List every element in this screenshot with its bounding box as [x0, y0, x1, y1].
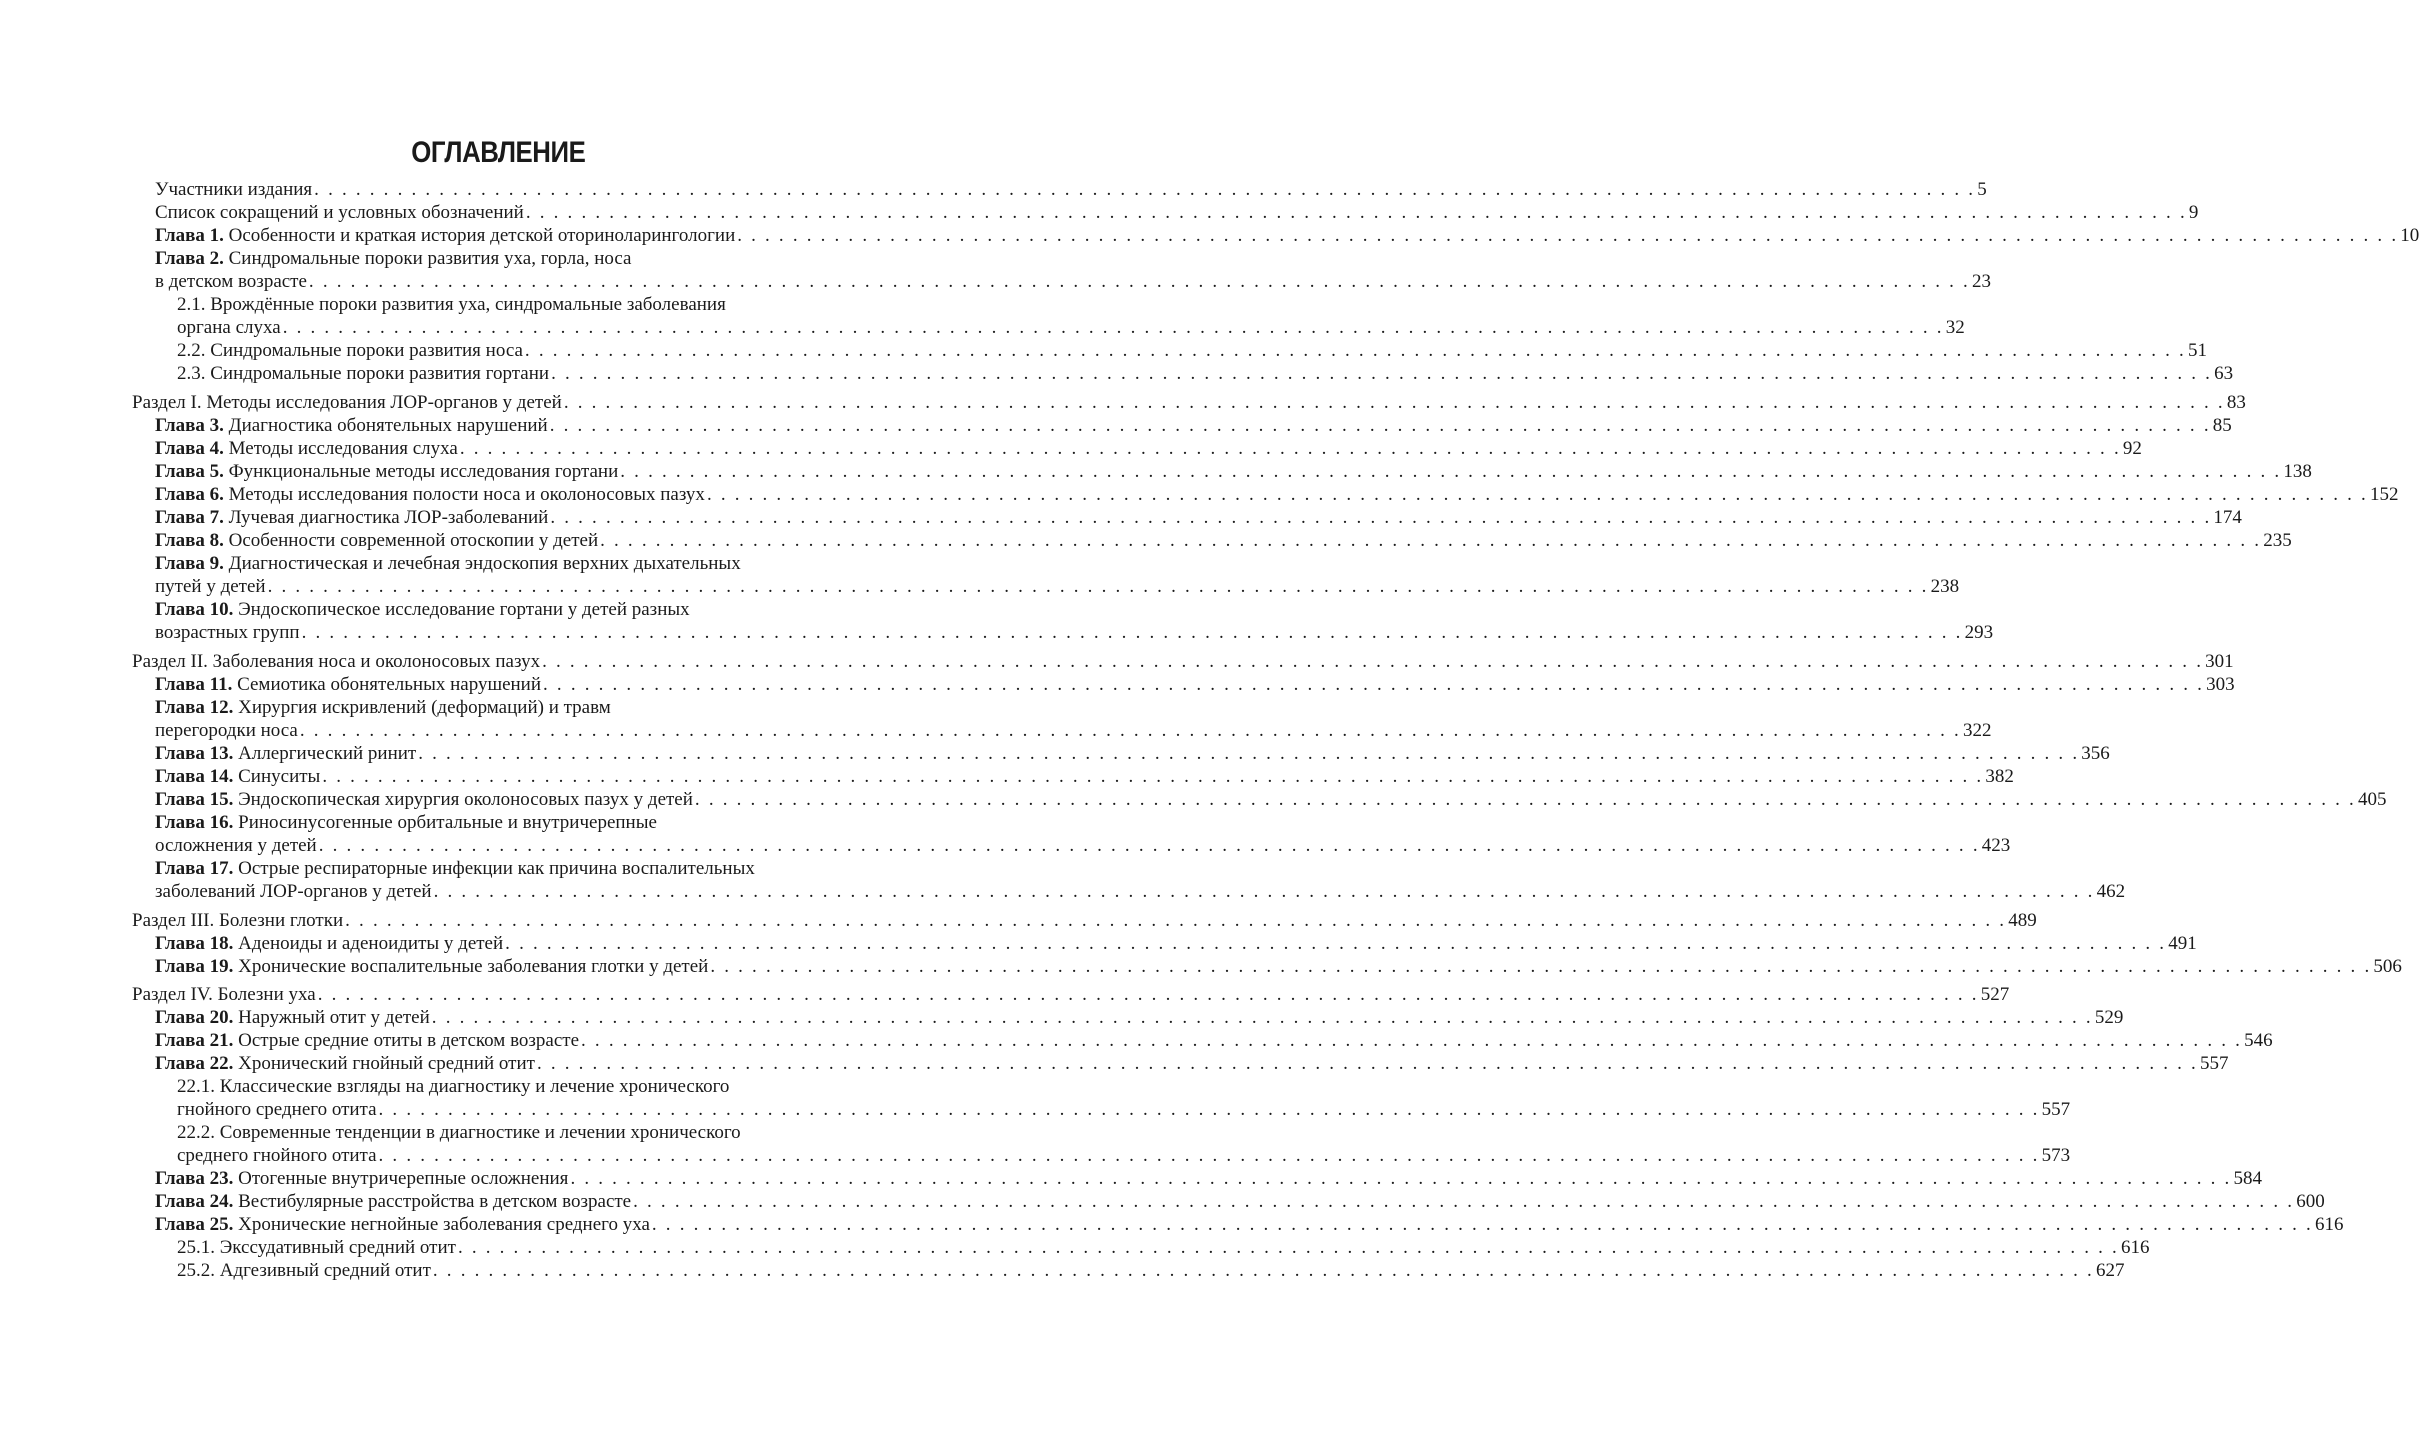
dot-leader: . . . . . . . . . . . . . . . . . . . . . . . . . . . . . . . . . . . . . . . . . . . . . . . . . . . . . . . . . . . . . . . . . . . . . . . . . . . . . . . . . . . . . . . . . . . . . . . . . . . . . . . . . . . . . . . . . . . . . . . . — [282, 317, 1944, 338]
page-number: 405 — [2357, 789, 2387, 810]
toc-entry — [177, 1259, 2125, 1282]
chapter-label: Глава 3. — [155, 415, 224, 436]
dot-leader: . . . . . . . . . . . . . . . . . . . . . . . . . . . . . . . . . . . . . . . . . . . . . . . . . . . . . . . . . . . . . . . . . . . . . . . . . . . . . . . . . . . . . . . . . . . . . . . . . . . . . . . . . . . . . . . . . . . . . . . . — [651, 1214, 2313, 1235]
toc-entry-text — [177, 293, 726, 316]
entry-title: заболеваний ЛОР-органов у детей — [155, 881, 432, 902]
toc-entry-text — [155, 673, 541, 696]
toc-entry-text — [177, 1259, 431, 1282]
page-number: 235 — [2263, 530, 2292, 551]
toc-entry-text — [155, 1190, 631, 1213]
toc-entry — [155, 834, 2011, 857]
chapter-label: Глава 20. — [155, 1007, 234, 1028]
dot-leader: . . . . . . . . . . . . . . . . . . . . . . . . . . . . . . . . . . . . . . . . . . . . . . . . . . . . . . . . . . . . . . . . . . . . . . . . . . . . . . . . . . . . . . . . . . . . . . . . . . . . . . . . . . . . . . . . . . . . . . . . — [524, 340, 2186, 361]
chapter-label: Глава 15. — [155, 789, 234, 810]
toc-entry-text — [155, 788, 693, 811]
dot-leader: . . . . . . . . . . . . . . . . . . . . . . . . . . . . . . . . . . . . . . . . . . . . . . . . . . . . . . . . . . . . . . . . . . . . . . . . . . . . . . . . . . . . . . . . . . . . . . . . . . . . . . . . . . . . . . . . . . . . . . . . — [301, 622, 1963, 643]
dot-leader: . . . . . . . . . . . . . . . . . . . . . . . . . . . . . . . . . . . . . . . . . . . . . . . . . . . . . . . . . . . . . . . . . . . . . . . . . . . . . . . . . . . . . . . . . . . . . . . . . . . . . . . . . . . . . . . . . . . . . . . . — [737, 225, 2399, 246]
toc-entry — [155, 765, 2014, 788]
toc-entry — [155, 506, 2242, 529]
toc-entry-text — [155, 834, 317, 857]
page-number: 462 — [2096, 881, 2126, 902]
page-number: 138 — [2283, 461, 2312, 482]
entry-title: Острые респираторные инфекции как причина воспалительных — [238, 858, 755, 879]
page-number: 303 — [2206, 674, 2235, 695]
toc-entry — [155, 552, 842, 575]
toc-entry — [155, 1029, 2273, 1052]
dot-leader: . . . . . . . . . . . . . . . . . . . . . . . . . . . . . . . . . . . . . . . . . . . . . . . . . . . . . . . . . . . . . . . . . . . . . . . . . . . . . . . . . . . . . . . . . . . . . . . . . . . . . . . . . . . . . . . . . . . . . . . . — [536, 1053, 2198, 1074]
toc-entry — [155, 857, 842, 880]
toc-entry-text — [155, 765, 320, 788]
toc-entry — [177, 339, 2207, 362]
toc-entry-text — [177, 362, 549, 385]
page-number: 23 — [1971, 271, 1991, 292]
dot-leader: . . . . . . . . . . . . . . . . . . . . . . . . . . . . . . . . . . . . . . . . . . . . . . . . . . . . . . . . . . . . . . . . . . . . . . . . . . . . . . . . . . . . . . . . . . . . . . . . . . . . . . . . . . . . . . . . . . . . . . . . — [378, 1099, 2040, 1120]
toc-entry — [155, 575, 1960, 598]
chapter-label: Глава 4. — [155, 438, 224, 459]
page-number: 5 — [1977, 179, 1987, 200]
toc-entry-text — [155, 483, 705, 506]
toc-entry-text — [155, 1006, 430, 1029]
toc-entry-text — [155, 811, 657, 834]
entry-title: 2.2. Синдромальные пороки развития носа — [177, 340, 523, 361]
toc-entry — [132, 650, 2234, 673]
page-number: 301 — [2205, 651, 2234, 672]
dot-leader: . . . . . . . . . . . . . . . . . . . . . . . . . . . . . . . . . . . . . . . . . . . . . . . . . . . . . . . . . . . . . . . . . . . . . . . . . . . . . . . . . . . . . . . . . . . . . . . . . . . . . . . . . . . . . . . . . . . . . . . . — [505, 933, 2167, 954]
dot-leader: . . . . . . . . . . . . . . . . . . . . . . . . . . . . . . . . . . . . . . . . . . . . . . . . . . . . . . . . . . . . . . . . . . . . . . . . . . . . . . . . . . . . . . . . . . . . . . . . . . . . . . . . . . . . . . . . . . . . . . . . — [317, 984, 1979, 1005]
chapter-label: Глава 5. — [155, 461, 224, 482]
toc-entry — [177, 1121, 842, 1144]
page-number: 152 — [2370, 484, 2399, 505]
dot-leader: . . . . . . . . . . . . . . . . . . . . . . . . . . . . . . . . . . . . . . . . . . . . . . . . . . . . . . . . . . . . . . . . . . . . . . . . . . . . . . . . . . . . . . . . . . . . . . . . . . . . . . . . . . . . . . . . . . . . . . . . — [551, 363, 2213, 384]
toc-entry — [155, 201, 2199, 224]
dot-leader: . . . . . . . . . . . . . . . . . . . . . . . . . . . . . . . . . . . . . . . . . . . . . . . . . . . . . . . . . . . . . . . . . . . . . . . . . . . . . . . . . . . . . . . . . . . . . . . . . . . . . . . . . . . . . . . . . . . . . . . . — [318, 835, 1980, 856]
page-title: ОГЛАВЛЕНИЕ — [411, 136, 586, 169]
chapter-label: Глава 17. — [155, 858, 234, 879]
entry-title: Раздел II. Заболевания носа и околоносовых пазух — [132, 651, 541, 672]
page-number: 546 — [2244, 1030, 2273, 1051]
dot-leader: . . . . . . . . . . . . . . . . . . . . . . . . . . . . . . . . . . . . . . . . . . . . . . . . . . . . . . . . . . . . . . . . . . . . . . . . . . . . . . . . . . . . . . . . . . . . . . . . . . . . . . . . . . . . . . . . . . . . . . . . — [525, 202, 2187, 223]
toc-entry-text — [132, 983, 316, 1006]
chapter-label: Глава 1. — [155, 225, 224, 246]
entry-title: Участники издания — [155, 179, 313, 200]
dot-leader: . . . . . . . . . . . . . . . . . . . . . . . . . . . . . . . . . . . . . . . . . . . . . . . . . . . . . . . . . . . . . . . . . . . . . . . . . . . . . . . . . . . . . . . . . . . . . . . . . . . . . . . . . . . . . . . . . . . . . . . . — [432, 1260, 2094, 1281]
toc-entry-text — [155, 414, 548, 437]
entry-title: 25.2. Адгезивный средний отит — [177, 1260, 431, 1281]
toc-entry — [155, 1213, 2344, 1236]
toc-entry-text — [155, 1167, 568, 1190]
page-number: 85 — [2212, 415, 2232, 436]
toc-entry — [155, 673, 2235, 696]
toc-entry — [155, 932, 2197, 955]
page-number: 382 — [1985, 766, 2014, 787]
toc-entry-text — [155, 621, 300, 644]
toc-entry — [155, 1006, 2124, 1029]
entry-title: 25.1. Экссудативный средний отит — [177, 1237, 456, 1258]
entry-title: Отогенные внутричерепные осложнения — [238, 1168, 569, 1189]
toc-entry-text — [132, 909, 343, 932]
entry-title: среднего гнойного отита — [177, 1145, 377, 1166]
entry-title: перегородки носа — [155, 720, 298, 741]
toc-entry — [155, 621, 1994, 644]
toc-entry-text — [155, 178, 312, 201]
toc-entry-text — [155, 857, 755, 880]
dot-leader: . . . . . . . . . . . . . . . . . . . . . . . . . . . . . . . . . . . . . . . . . . . . . . . . . . . . . . . . . . . . . . . . . . . . . . . . . . . . . . . . . . . . . . . . . . . . . . . . . . . . . . . . . . . . . . . . . . . . . . . . — [706, 484, 2368, 505]
entry-title: Диагностика обонятельных нарушений — [228, 415, 548, 436]
toc-entry — [155, 270, 1991, 293]
page-number: 32 — [1945, 317, 1965, 338]
page-number: 616 — [2314, 1214, 2344, 1235]
page-number: 573 — [2041, 1145, 2071, 1166]
toc-entry-text — [177, 1075, 729, 1098]
toc-entry-text — [132, 391, 562, 414]
toc-entry-text — [155, 224, 735, 247]
entry-title: 2.1. Врождённые пороки развития уха, синдромальные заболевания — [177, 294, 726, 315]
toc-entry — [132, 391, 2246, 414]
toc-entry-text — [177, 1144, 377, 1167]
toc-entry-text — [155, 598, 690, 621]
toc-entry-text — [155, 437, 458, 460]
toc-entry — [155, 1190, 2325, 1213]
page-number: 293 — [1964, 622, 1994, 643]
toc-entry-text — [155, 955, 708, 978]
chapter-label: Глава 7. — [155, 507, 224, 528]
toc-entry — [177, 1144, 2071, 1167]
toc-entry-text — [155, 460, 618, 483]
entry-title: 22.1. Классические взгляды на диагностику и лечение хронического — [177, 1076, 730, 1097]
entry-title: в детском возрасте — [155, 271, 307, 292]
toc-entry-text — [177, 316, 281, 339]
entry-title: Аденоиды и аденоидиты у детей — [238, 933, 504, 954]
page-number: 506 — [2373, 956, 2402, 977]
entry-title: Хирургия искривлений (деформаций) и травм — [238, 697, 611, 718]
dot-leader: . . . . . . . . . . . . . . . . . . . . . . . . . . . . . . . . . . . . . . . . . . . . . . . . . . . . . . . . . . . . . . . . . . . . . . . . . . . . . . . . . . . . . . . . . . . . . . . . . . . . . . . . . . . . . . . . . . . . . . . . — [581, 1030, 2243, 1051]
toc-entry — [155, 414, 2232, 437]
toc-entry-text — [177, 1121, 741, 1144]
chapter-label: Глава 9. — [155, 553, 224, 574]
dot-leader: . . . . . . . . . . . . . . . . . . . . . . . . . . . . . . . . . . . . . . . . . . . . . . . . . . . . . . . . . . . . . . . . . . . . . . . . . . . . . . . . . . . . . . . . . . . . . . . . . . . . . . . . . . . . . . . . . . . . . . . . — [322, 766, 1984, 787]
dot-leader: . . . . . . . . . . . . . . . . . . . . . . . . . . . . . . . . . . . . . . . . . . . . . . . . . . . . . . . . . . . . . . . . . . . . . . . . . . . . . . . . . . . . . . . . . . . . . . . . . . . . . . . . . . . . . . . . . . . . . . . . — [563, 392, 2225, 413]
toc-entry — [177, 316, 1965, 339]
entry-title: Острые средние отиты в детском возрасте — [238, 1030, 580, 1051]
toc-entry — [177, 362, 2234, 385]
toc-entry — [155, 437, 2142, 460]
toc-entry — [155, 811, 842, 834]
dot-leader: . . . . . . . . . . . . . . . . . . . . . . . . . . . . . . . . . . . . . . . . . . . . . . . . . . . . . . . . . . . . . . . . . . . . . . . . . . . . . . . . . . . . . . . . . . . . . . . . . . . . . . . . . . . . . . . . . . . . . . . . — [459, 438, 2121, 459]
dot-leader: . . . . . . . . . . . . . . . . . . . . . . . . . . . . . . . . . . . . . . . . . . . . . . . . . . . . . . . . . . . . . . . . . . . . . . . . . . . . . . . . . . . . . . . . . . . . . . . . . . . . . . . . . . . . . . . . . . . . . . . . — [549, 415, 2211, 436]
entry-title: Диагностическая и лечебная эндоскопия верхних дыхательных — [228, 553, 741, 574]
dot-leader: . . . . . . . . . . . . . . . . . . . . . . . . . . . . . . . . . . . . . . . . . . . . . . . . . . . . . . . . . . . . . . . . . . . . . . . . . . . . . . . . . . . . . . . . . . . . . . . . . . . . . . . . . . . . . . . . . . . . . . . . — [633, 1191, 2295, 1212]
toc-entry-text — [132, 650, 540, 673]
toc-entry — [155, 696, 842, 719]
toc-entry — [155, 529, 2292, 552]
toc-entry — [155, 178, 1987, 201]
page-number: 9 — [2188, 202, 2199, 223]
toc-entry-text — [155, 1029, 579, 1052]
dot-leader: . . . . . . . . . . . . . . . . . . . . . . . . . . . . . . . . . . . . . . . . . . . . . . . . . . . . . . . . . . . . . . . . . . . . . . . . . . . . . . . . . . . . . . . . . . . . . . . . . . . . . . . . . . . . . . . . . . . . . . . . — [710, 956, 2372, 977]
entry-title: Раздел III. Болезни глотки — [132, 910, 344, 931]
page-number: 627 — [2095, 1260, 2125, 1281]
toc-entry-text — [177, 1098, 377, 1121]
entry-title: Раздел I. Методы исследования ЛОР-органов у детей — [132, 392, 562, 413]
chapter-label: Глава 16. — [155, 812, 234, 833]
toc-entry — [132, 983, 2010, 1006]
page-number: 557 — [2200, 1053, 2229, 1074]
page-number: 557 — [2041, 1099, 2071, 1120]
toc-entry — [155, 224, 2419, 247]
chapter-label: Глава 2. — [155, 248, 224, 269]
toc-entry — [177, 1236, 2150, 1259]
toc-entry-text — [155, 1213, 650, 1236]
entry-title: органа слуха — [177, 317, 281, 338]
toc-entry-text — [155, 575, 266, 598]
toc-entry — [155, 742, 2110, 765]
entry-title: Эндоскопическое исследование гортани у детей разных — [238, 599, 690, 620]
toc-entry-text — [177, 339, 523, 362]
page-number: 423 — [1981, 835, 2011, 856]
entry-title: Хронические негнойные заболевания среднего уха — [238, 1214, 650, 1235]
entry-title: 2.3. Синдромальные пороки развития гортани — [177, 363, 550, 384]
dot-leader: . . . . . . . . . . . . . . . . . . . . . . . . . . . . . . . . . . . . . . . . . . . . . . . . . . . . . . . . . . . . . . . . . . . . . . . . . . . . . . . . . . . . . . . . . . . . . . . . . . . . . . . . . . . . . . . . . . . . . . . . — [299, 720, 1961, 741]
toc-entry — [132, 909, 2037, 932]
toc-entry — [155, 247, 842, 270]
page-number: 51 — [2187, 340, 2207, 361]
chapter-label: Глава 8. — [155, 530, 224, 551]
dot-leader: . . . . . . . . . . . . . . . . . . . . . . . . . . . . . . . . . . . . . . . . . . . . . . . . . . . . . . . . . . . . . . . . . . . . . . . . . . . . . . . . . . . . . . . . . . . . . . . . . . . . . . . . . . . . . . . . . . . . . . . . — [542, 651, 2204, 672]
entry-title: Список сокращений и условных обозначений — [155, 202, 524, 223]
dot-leader: . . . . . . . . . . . . . . . . . . . . . . . . . . . . . . . . . . . . . . . . . . . . . . . . . . . . . . . . . . . . . . . . . . . . . . . . . . . . . . . . . . . . . . . . . . . . . . . . . . . . . . . . . . . . . . . . . . . . . . . . — [543, 674, 2205, 695]
entry-title: Вестибулярные расстройства в детском возрасте — [238, 1191, 632, 1212]
chapter-label: Глава 19. — [155, 956, 234, 977]
page-number: 322 — [1962, 720, 1992, 741]
toc-entry — [155, 598, 842, 621]
chapter-label: Глава 6. — [155, 484, 224, 505]
entry-title: возрастных групп — [155, 622, 300, 643]
dot-leader: . . . . . . . . . . . . . . . . . . . . . . . . . . . . . . . . . . . . . . . . . . . . . . . . . . . . . . . . . . . . . . . . . . . . . . . . . . . . . . . . . . . . . . . . . . . . . . . . . . . . . . . . . . . . . . . . . . . . . . . . — [418, 743, 2080, 764]
chapter-label: Глава 12. — [155, 697, 234, 718]
entry-title: Риносинусогенные орбитальные и внутричерепные — [238, 812, 657, 833]
entry-title: Аллергический ринит — [238, 743, 417, 764]
toc-entry — [155, 483, 2399, 506]
page-number: 356 — [2081, 743, 2110, 764]
chapter-label: Глава 25. — [155, 1214, 234, 1235]
dot-leader: . . . . . . . . . . . . . . . . . . . . . . . . . . . . . . . . . . . . . . . . . . . . . . . . . . . . . . . . . . . . . . . . . . . . . . . . . . . . . . . . . . . . . . . . . . . . . . . . . . . . . . . . . . . . . . . . . . . . . . . . — [308, 271, 1970, 292]
chapter-label: Глава 23. — [155, 1168, 234, 1189]
toc-entry-text — [155, 719, 298, 742]
entry-title: гнойного среднего отита — [177, 1099, 377, 1120]
page-number: 489 — [2008, 910, 2037, 931]
chapter-label: Глава 18. — [155, 933, 234, 954]
dot-leader: . . . . . . . . . . . . . . . . . . . . . . . . . . . . . . . . . . . . . . . . . . . . . . . . . . . . . . . . . . . . . . . . . . . . . . . . . . . . . . . . . . . . . . . . . . . . . . . . . . . . . . . . . . . . . . . . . . . . . . . . — [570, 1168, 2232, 1189]
toc-entry-text — [155, 247, 631, 270]
entry-title: Особенности и краткая история детской оториноларингологии — [228, 225, 736, 246]
page-number: 83 — [2226, 392, 2246, 413]
page-number: 238 — [1930, 576, 1960, 597]
toc-entry-text — [155, 529, 598, 552]
entry-title: Лучевая диагностика ЛОР-заболеваний — [228, 507, 549, 528]
page-number: 92 — [2122, 438, 2142, 459]
dot-leader: . . . . . . . . . . . . . . . . . . . . . . . . . . . . . . . . . . . . . . . . . . . . . . . . . . . . . . . . . . . . . . . . . . . . . . . . . . . . . . . . . . . . . . . . . . . . . . . . . . . . . . . . . . . . . . . . . . . . . . . . — [314, 179, 1976, 200]
entry-title: Хронический гнойный средний отит — [238, 1053, 535, 1074]
page-number: 63 — [2214, 363, 2234, 384]
chapter-label: Глава 11. — [155, 674, 233, 695]
entry-title: Раздел IV. Болезни уха — [132, 984, 316, 1005]
dot-leader: . . . . . . . . . . . . . . . . . . . . . . . . . . . . . . . . . . . . . . . . . . . . . . . . . . . . . . . . . . . . . . . . . . . . . . . . . . . . . . . . . . . . . . . . . . . . . . . . . . . . . . . . . . . . . . . . . . . . . . . . — [378, 1145, 2040, 1166]
entry-title: Методы исследования слуха — [228, 438, 458, 459]
entry-title: Хронические воспалительные заболевания глотки у детей — [238, 956, 709, 977]
toc-entry — [155, 719, 1992, 742]
toc-entry-text — [155, 696, 611, 719]
dot-leader: . . . . . . . . . . . . . . . . . . . . . . . . . . . . . . . . . . . . . . . . . . . . . . . . . . . . . . . . . . . . . . . . . . . . . . . . . . . . . . . . . . . . . . . . . . . . . . . . . . . . . . . . . . . . . . . . . . . . . . . . — [694, 789, 2356, 810]
entry-title: Методы исследования полости носа и околоносовых пазух — [228, 484, 705, 505]
toc-entry — [155, 880, 2126, 903]
toc-entry — [177, 1098, 2071, 1121]
toc-entry-text — [155, 552, 741, 575]
toc-entry-text — [155, 880, 432, 903]
dot-leader: . . . . . . . . . . . . . . . . . . . . . . . . . . . . . . . . . . . . . . . . . . . . . . . . . . . . . . . . . . . . . . . . . . . . . . . . . . . . . . . . . . . . . . . . . . . . . . . . . . . . . . . . . . . . . . . . . . . . . . . . — [457, 1237, 2119, 1258]
chapter-label: Глава 10. — [155, 599, 234, 620]
dot-leader: . . . . . . . . . . . . . . . . . . . . . . . . . . . . . . . . . . . . . . . . . . . . . . . . . . . . . . . . . . . . . . . . . . . . . . . . . . . . . . . . . . . . . . . . . . . . . . . . . . . . . . . . . . . . . . . . . . . . . . . . — [267, 576, 1929, 597]
dot-leader: . . . . . . . . . . . . . . . . . . . . . . . . . . . . . . . . . . . . . . . . . . . . . . . . . . . . . . . . . . . . . . . . . . . . . . . . . . . . . . . . . . . . . . . . . . . . . . . . . . . . . . . . . . . . . . . . . . . . . . . . — [600, 530, 2262, 551]
page-number: 584 — [2233, 1168, 2262, 1189]
toc-entry-text — [177, 1236, 456, 1259]
page-number: 616 — [2121, 1237, 2150, 1258]
entry-title: Синдромальные пороки развития уха, горла, носа — [228, 248, 632, 269]
page-number: 600 — [2296, 1191, 2325, 1212]
entry-title: Наружный отит у детей — [238, 1007, 430, 1028]
entry-title: осложнения у детей — [155, 835, 317, 856]
toc-entry-text — [155, 1052, 535, 1075]
toc-entry — [155, 955, 2402, 978]
page-number: 174 — [2213, 507, 2242, 528]
entry-title: Особенности современной отоскопии у детей — [228, 530, 599, 551]
page-number: 527 — [1980, 984, 2010, 1005]
entry-title: путей у детей — [155, 576, 266, 597]
toc-entry-text — [155, 270, 307, 293]
dot-leader: . . . . . . . . . . . . . . . . . . . . . . . . . . . . . . . . . . . . . . . . . . . . . . . . . . . . . . . . . . . . . . . . . . . . . . . . . . . . . . . . . . . . . . . . . . . . . . . . . . . . . . . . . . . . . . . . . . . . . . . . — [433, 881, 2095, 902]
chapter-label: Глава 13. — [155, 743, 234, 764]
entry-title: 22.2. Современные тенденции в диагностике и лечении хронического — [177, 1122, 741, 1143]
toc-entry — [155, 460, 2312, 483]
toc-entry-text — [155, 201, 524, 224]
dot-leader: . . . . . . . . . . . . . . . . . . . . . . . . . . . . . . . . . . . . . . . . . . . . . . . . . . . . . . . . . . . . . . . . . . . . . . . . . . . . . . . . . . . . . . . . . . . . . . . . . . . . . . . . . . . . . . . . . . . . . . . . — [431, 1007, 2093, 1028]
toc-entry — [155, 1052, 2229, 1075]
toc-entry — [177, 293, 842, 316]
entry-title: Эндоскопическая хирургия околоносовых пазух у детей — [238, 789, 693, 810]
dot-leader: . . . . . . . . . . . . . . . . . . . . . . . . . . . . . . . . . . . . . . . . . . . . . . . . . . . . . . . . . . . . . . . . . . . . . . . . . . . . . . . . . . . . . . . . . . . . . . . . . . . . . . . . . . . . . . . . . . . . . . . . — [620, 461, 2282, 482]
entry-title: Семиотика обонятельных нарушений — [237, 674, 542, 695]
chapter-label: Глава 21. — [155, 1030, 234, 1051]
toc-entry — [155, 788, 2387, 811]
page-number: 10 — [2400, 225, 2419, 246]
entry-title: Синуситы — [238, 766, 321, 787]
toc-entry-text — [155, 742, 416, 765]
toc-entry — [155, 1167, 2262, 1190]
page-number: 529 — [2094, 1007, 2124, 1028]
chapter-label: Глава 22. — [155, 1053, 234, 1074]
chapter-label: Глава 24. — [155, 1191, 234, 1212]
dot-leader: . . . . . . . . . . . . . . . . . . . . . . . . . . . . . . . . . . . . . . . . . . . . . . . . . . . . . . . . . . . . . . . . . . . . . . . . . . . . . . . . . . . . . . . . . . . . . . . . . . . . . . . . . . . . . . . . . . . . . . . . — [550, 507, 2212, 528]
entry-title: Функциональные методы исследования гортани — [228, 461, 619, 482]
dot-leader: . . . . . . . . . . . . . . . . . . . . . . . . . . . . . . . . . . . . . . . . . . . . . . . . . . . . . . . . . . . . . . . . . . . . . . . . . . . . . . . . . . . . . . . . . . . . . . . . . . . . . . . . . . . . . . . . . . . . . . . . — [345, 910, 2007, 931]
page-number: 491 — [2168, 933, 2197, 954]
toc-entry — [177, 1075, 842, 1098]
toc-entry-text — [155, 932, 503, 955]
toc-entry-text — [155, 506, 548, 529]
chapter-label: Глава 14. — [155, 766, 234, 787]
